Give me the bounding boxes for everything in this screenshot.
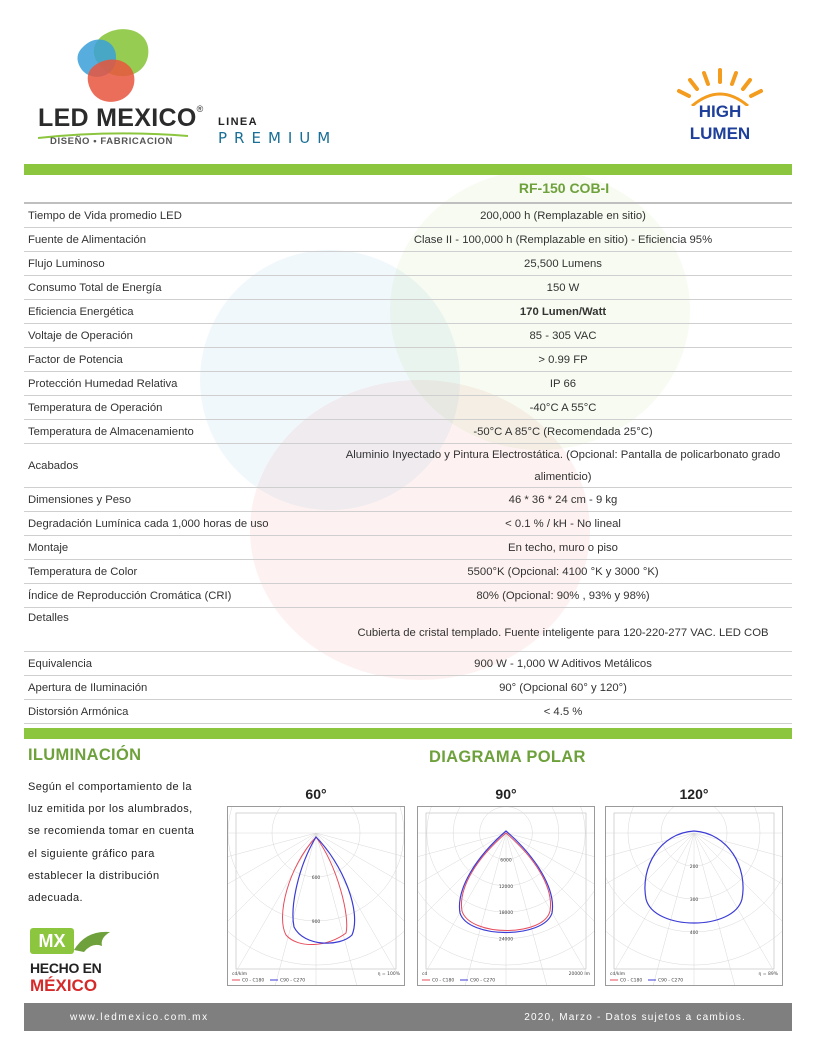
radial-grid-line (606, 833, 694, 946)
polar-chart-svg (418, 807, 594, 985)
spec-label: Protección Humedad Relativa (28, 377, 178, 390)
ring-label: 200 (689, 865, 699, 870)
spec-row (24, 372, 792, 396)
spec-row (24, 420, 792, 444)
ring-label: 300 (689, 898, 699, 903)
spec-row (24, 676, 792, 700)
polar-chart-svg (228, 807, 404, 985)
spec-value: Clase II - 100,000 h (Remplazable en sitio) - Eficiencia 95% (413, 233, 713, 246)
spec-label: Fuente de Alimentación (28, 233, 147, 246)
iluminacion-title: ILUMINACIÓN (28, 746, 142, 764)
mx-badge: MX (30, 928, 74, 954)
radial-grid-line (694, 833, 735, 985)
polar-chart-box (605, 806, 783, 986)
spec-label: Temperatura de Almacenamiento (28, 425, 194, 438)
spec-row (24, 488, 792, 512)
spec-row (24, 300, 792, 324)
radial-grid-line (316, 833, 404, 946)
spec-label: Factor de Potencia (28, 353, 123, 366)
c90-c270-curve (293, 837, 355, 943)
legend-unit: cd (422, 972, 428, 977)
spec-row (24, 560, 792, 584)
radial-grid-line (614, 833, 694, 972)
brand-tagline: DISEÑO • FABRICACION (50, 136, 173, 147)
legend-c90: C90 - C270 (280, 978, 306, 984)
mexico-text: MÉXICO (30, 976, 98, 995)
spec-label: Equivalencia (28, 657, 93, 670)
polar-chart-box (227, 806, 405, 986)
iluminacion-text: Según el comportamiento de la luz emitida por los alumbrados, se recomienda tomar en cuenta el siguiente gráfico para establecer la distribución adecuada. (28, 781, 195, 905)
radial-grid-line (418, 833, 506, 874)
diagram-label: 60° (305, 786, 327, 802)
logo-leaf-icon (72, 26, 162, 108)
spec-value: 900 W - 1,000 W Aditivos Metálicos (474, 657, 652, 670)
radial-grid-line (316, 833, 396, 972)
spec-value: ˂ 4.5 % (543, 705, 583, 718)
sun-rays-icon (670, 66, 770, 106)
radial-grid-line (236, 833, 316, 972)
legend-unit: cd/klm (232, 972, 248, 977)
spec-row (24, 204, 792, 228)
spec-row (24, 584, 792, 608)
table-bottom-green-bar (24, 728, 792, 739)
radial-grid-line (653, 833, 694, 985)
radial-grid-line (316, 833, 357, 985)
spec-value: -40°C A 55°C (529, 401, 597, 414)
radial-grid-line (506, 833, 586, 972)
polar-chart-svg (606, 807, 782, 985)
legend-unit: cd/klm (610, 972, 626, 977)
spec-row (24, 252, 792, 276)
hecho-en-text: HECHO EN (30, 960, 102, 976)
spec-label: Flujo Luminoso (28, 257, 105, 270)
spec-label: Índice de Reproducción Cromática (CRI) (28, 589, 232, 602)
spec-value: 170 Lumen/Watt (519, 305, 607, 318)
eagle-icon (72, 928, 112, 954)
radial-grid-line (465, 833, 506, 985)
legend-c0: C0 - C180 (242, 978, 265, 984)
footer-note: 2020, Marzo - Datos sujetos a cambios. (524, 1012, 746, 1023)
spec-value: -50°C A 85°C (Recomendada 25°C) (473, 425, 653, 438)
radial-grid-line (694, 833, 774, 972)
spec-label: Temperatura de Color (28, 565, 138, 578)
hecho-en-mexico-logo (30, 928, 114, 998)
spec-value: 5500°K (Opcional: 4100 °K y 3000 °K) (467, 565, 659, 578)
spec-label: Acabados (28, 459, 79, 472)
legend-c90: C90 - C270 (658, 978, 684, 984)
high-lumen-badge (670, 66, 770, 148)
radial-grid-line (694, 833, 782, 946)
spec-label: Temperatura de Operación (28, 401, 163, 414)
radial-grid-line (606, 833, 694, 874)
spec-value: ˂ 0.1 % / kH - No lineal (505, 517, 621, 530)
spec-value: 85 - 305 VAC (529, 329, 597, 342)
spec-label: Distorsión Armónica (28, 705, 129, 718)
diagram-label: 90° (495, 786, 517, 802)
ring-label: 18000 (498, 911, 514, 917)
spec-label: Dimensiones y Peso (28, 493, 131, 506)
led-mexico-logo (38, 26, 204, 154)
spec-row (24, 536, 792, 560)
radial-grid-line (506, 833, 547, 985)
line-label: LINEA (218, 116, 258, 128)
spec-value: 46 * 36 * 24 cm - 9 kg (508, 493, 618, 506)
spec-value: 90° (Opcional 60° y 120°) (499, 681, 627, 694)
legend-efficiency: η = 89% (758, 972, 778, 977)
spec-row (24, 228, 792, 252)
ring-label: 24000 (498, 937, 514, 943)
ring-label: 900 (311, 920, 321, 925)
radial-grid-line (426, 833, 506, 972)
legend-efficiency: η = 100% (377, 972, 400, 977)
spec-row (24, 652, 792, 676)
spec-value: 150 W (546, 281, 580, 294)
polar-chart-box (417, 806, 595, 986)
spec-table (24, 204, 792, 724)
spec-value: 25,500 Lumens (524, 257, 602, 270)
diagrama-title: DIAGRAMA POLAR (429, 748, 586, 766)
radial-grid-line (316, 833, 404, 874)
spec-value: Cubierta de cristal templado. Fuente inteligente para 120-220-277 VAC. LED COB (357, 627, 769, 639)
radial-grid-line (228, 833, 316, 946)
spec-row (24, 276, 792, 300)
spec-value: IP 66 (549, 377, 577, 390)
spec-row (24, 396, 792, 420)
radial-grid-line (694, 833, 782, 874)
badge-line1: HIGH (698, 102, 742, 121)
spec-value: > 0.99 FP (538, 353, 588, 366)
legend-c0: C0 - C180 (620, 978, 643, 984)
footer-website[interactable]: www.ledmexico.com.mx (70, 1012, 209, 1023)
spec-row (24, 608, 792, 652)
spec-row (24, 512, 792, 536)
spec-value: 200,000 h (Remplazable en sitio) (480, 209, 646, 222)
spec-label: Tiempo de Vida promedio LED (28, 209, 182, 222)
spec-row (24, 444, 792, 488)
spec-label: Eficiencia Energética (28, 305, 134, 318)
footer-bar (24, 1003, 792, 1031)
spec-row (24, 324, 792, 348)
spec-label: Voltaje de Operación (28, 329, 133, 342)
badge-line2: LUMEN (689, 124, 751, 143)
spec-label: Degradación Lumínica cada 1,000 horas de uso (28, 517, 269, 530)
spec-label: Detalles (28, 612, 69, 624)
spec-label: Consumo Total de Energía (28, 281, 162, 294)
radial-grid-line (506, 833, 594, 874)
polar-diagram-120 (605, 786, 783, 986)
c0-c180-curve (283, 837, 347, 945)
model-title: RF-150 COB-I (518, 180, 610, 196)
spec-row (24, 700, 792, 724)
line-name: PREMIUM (218, 129, 338, 147)
legend-c90: C90 - C270 (470, 978, 496, 984)
spec-label: Montaje (28, 541, 69, 554)
polar-diagram-90 (417, 786, 595, 986)
radial-grid-line (275, 833, 316, 985)
header-green-bar (24, 164, 792, 175)
spec-row (24, 348, 792, 372)
spec-value: Aluminio Inyectado y Pintura Electrostática. (Opcional: Pantalla de policarbonato grado alimenticio) (345, 448, 781, 483)
diagram-label: 120° (679, 786, 709, 802)
legend-c0: C0 - C180 (432, 978, 455, 984)
spec-label: Apertura de Iluminación (28, 681, 148, 694)
spec-value: En techo, muro o piso (508, 541, 618, 554)
ring-label: 12000 (498, 884, 514, 890)
ring-label: 600 (311, 876, 321, 881)
brand-name: LED MEXICO® (38, 104, 204, 132)
legend-efficiency: 20000 lm (568, 972, 590, 977)
ring-label: 400 (689, 931, 699, 936)
spec-value: 80% (Opcional: 90% , 93% y 98%) (476, 589, 650, 602)
polar-diagram-60 (227, 786, 405, 986)
ring-label: 6000 (500, 858, 512, 864)
